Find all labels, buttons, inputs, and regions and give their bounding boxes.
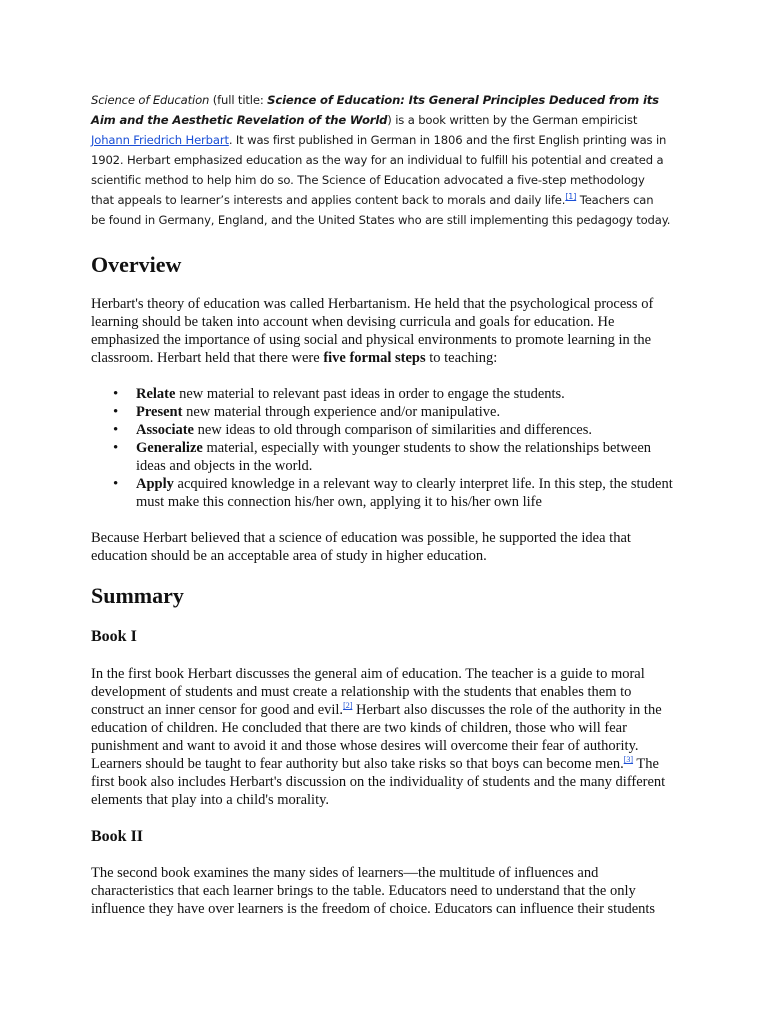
book-2-paragraph: The second book examines the many sides of learners—the multitude of influences and characteristics that each learner brings to the table. Educators need to understand that the only influence they have over learners is the freedom of choice. Educators can influence their students: [91, 865, 656, 917]
book-1-heading: Book I: [91, 628, 137, 645]
reference-link-3[interactable]: [3]: [623, 755, 634, 765]
author-link[interactable]: Johann Friedrich Herbart: [91, 133, 229, 147]
list-item: • Present new material through experience and/or manipulative.: [91, 403, 681, 421]
overview-conclusion: Because Herbart believed that a science of education was possible, he supported the idea that education should be an acceptable area of study in higher education.: [91, 530, 631, 564]
five-steps-emphasis: five formal steps: [323, 350, 426, 366]
intro-text: Teachers can be found in Germany, England, and the United States who are still implementing this pedagogy today.: [91, 193, 671, 227]
intro-text: (full title:: [209, 93, 268, 107]
book-1-paragraph: In the first book Herbart discusses the general aim of education. The teacher is a guide to moral development of students and must create a relationship with the students that enables them to construct an inner censor for good and evil.[2] Herbart also discusses the role of the authority in the education of children. He concluded that there are two kinds of children, those who will fear punishment and want to avoid it and those whose desires will overcome their fear of authority. Learners should be taught to fear authority but also take risks so that boys can become men.[3] The first book also includes Herbart's discussion on the individuality of students and the many different elements that play into a child's morality.: [91, 666, 666, 808]
intro-text: . It was first published in German in 1806 and the first English printing was in 1902. Herbart emphasized education as the way for an individual to fulfill his potential and created a scientific method to help him do so. The Science of Education advocated a five-step methodology that appeals to learner’s interests and applies content back to morals and daily life.: [91, 133, 667, 207]
reference-link-1[interactable]: [1]: [565, 192, 577, 202]
book-title: Science of Education: [91, 93, 210, 107]
list-item: • Generalize material, especially with younger students to show the relationships between ideas and objects in the world.: [91, 439, 681, 475]
overview-paragraph: Herbart's theory of education was called Herbartanism. He held that the psychological process of learning should be taken into account when devising curricula and goals for education. He emphasized the importance of using social and physical environments to promote learning in the classroom. Herbart held that there were five formal steps to teaching:: [91, 296, 654, 366]
formal-steps-list: [91, 385, 681, 511]
list-item: • Associate new ideas to old through comparison of similarities and differences.: [91, 421, 681, 439]
list-item: • Apply acquired knowledge in a relevant way to clearly interpret life. In this step, the student must make this connection his/her own, applying it to his/her own life: [91, 475, 681, 511]
book-2-heading: Book II: [91, 828, 144, 845]
intro-paragraph: [91, 90, 671, 230]
reference-link-2[interactable]: [2]: [343, 701, 353, 711]
summary-heading: Summary: [91, 583, 184, 608]
intro-text: ) is a book written by the German empiricist: [387, 113, 638, 127]
book-full-title: Science of Education: Its General Principles Deduced from its Aim and the Aesthetic Revelation of the World: [91, 93, 659, 127]
list-item: • Relate new material to relevant past ideas in order to engage the students.: [91, 385, 681, 403]
overview-heading: Overview: [91, 252, 182, 277]
